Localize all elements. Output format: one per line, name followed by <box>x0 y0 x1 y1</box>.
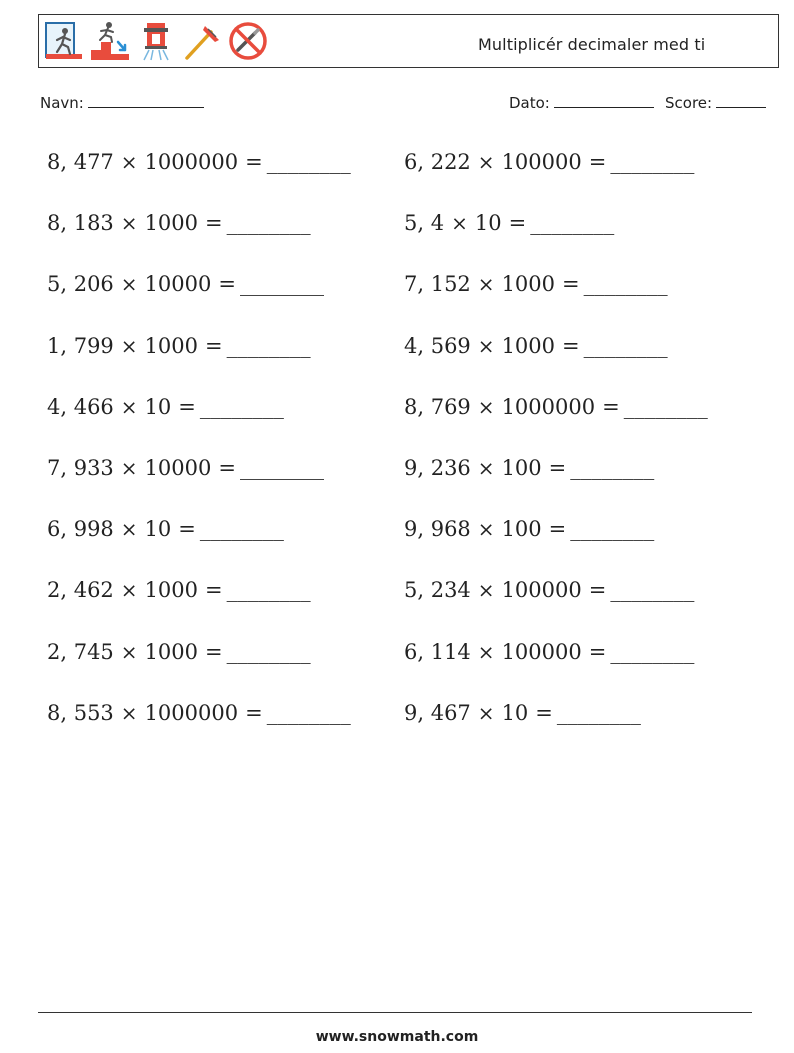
equals-symbol: = <box>535 700 553 725</box>
equals-symbol: = <box>562 272 580 297</box>
answer-blank[interactable]: ________ <box>610 639 695 664</box>
multiplicand: 8, 769 <box>404 394 471 419</box>
problem-item <box>404 701 641 725</box>
times-symbol: × <box>477 456 495 480</box>
answer-blank[interactable]: ________ <box>610 150 695 174</box>
problem-item <box>47 640 311 664</box>
times-symbol: × <box>120 394 138 419</box>
equals-symbol: = <box>205 333 223 358</box>
equals-symbol: = <box>548 517 567 542</box>
multiplier: 10 <box>501 700 529 725</box>
multiplier: 1000000 <box>501 394 596 419</box>
score-label: Score: <box>665 94 713 112</box>
multiplier: 100000 <box>501 578 582 603</box>
equals-symbol: = <box>178 517 196 542</box>
problem-item <box>47 150 351 174</box>
multiplicand: 1, 799 <box>47 333 114 358</box>
multiplicand: 8, 183 <box>47 211 114 236</box>
answer-blank[interactable]: ________ <box>570 517 655 542</box>
score-field[interactable] <box>665 94 766 112</box>
multiplicand: 7, 933 <box>47 456 114 480</box>
multiplier: 10000 <box>144 272 212 297</box>
problem-item <box>404 272 668 296</box>
fire-axe-icon <box>181 20 223 62</box>
problem-item <box>47 701 351 725</box>
multiplicand: 2, 745 <box>47 639 114 664</box>
answer-blank[interactable]: ________ <box>266 700 351 725</box>
equals-symbol: = <box>178 394 196 419</box>
problem-item <box>404 211 614 235</box>
answer-blank[interactable]: ________ <box>583 333 668 358</box>
equals-symbol: = <box>508 211 527 236</box>
times-symbol: × <box>451 211 468 236</box>
multiplier: 100 <box>501 456 542 480</box>
date-field[interactable] <box>509 94 654 112</box>
multiplier: 10 <box>144 394 172 419</box>
equals-symbol: = <box>588 578 607 603</box>
times-symbol: × <box>120 333 138 358</box>
fire-hydrant-icon <box>135 20 177 62</box>
times-symbol: × <box>477 578 495 603</box>
problem-item <box>47 517 284 541</box>
problem-item <box>404 578 694 602</box>
problem-item <box>47 272 324 296</box>
times-symbol: × <box>477 394 495 419</box>
footer-url: www.snowmath.com <box>315 1029 479 1045</box>
problem-item <box>47 211 311 235</box>
footer-divider <box>38 1012 752 1013</box>
answer-blank[interactable]: ________ <box>570 456 655 480</box>
answer-blank[interactable]: ________ <box>556 700 641 725</box>
equals-symbol: = <box>245 150 263 174</box>
date-line <box>554 94 654 108</box>
multiplicand: 9, 467 <box>404 700 471 725</box>
equals-symbol: = <box>562 333 580 358</box>
answer-blank[interactable]: ________ <box>239 456 324 480</box>
answer-blank[interactable]: ________ <box>266 150 351 174</box>
multiplier: 1000 <box>501 272 556 297</box>
multiplier: 10 <box>144 517 172 542</box>
equals-symbol: = <box>218 272 236 297</box>
times-symbol: × <box>120 700 138 725</box>
times-symbol: × <box>120 272 138 297</box>
problem-item <box>404 395 708 419</box>
answer-blank[interactable]: ________ <box>199 394 284 419</box>
worksheet-title: Multiplicér decimaler med ti <box>478 35 706 54</box>
emergency-exit-icon <box>43 20 85 62</box>
multiplicand: 8, 553 <box>47 700 114 725</box>
problem-item <box>404 517 654 541</box>
answer-blank[interactable]: ________ <box>610 578 695 603</box>
times-symbol: × <box>120 578 138 603</box>
times-symbol: × <box>477 639 495 664</box>
problem-item <box>47 395 284 419</box>
problem-item <box>47 456 324 480</box>
multiplier: 1000 <box>144 211 199 236</box>
name-label: Navn: <box>40 94 84 112</box>
times-symbol: × <box>120 150 138 174</box>
equals-symbol: = <box>588 639 607 664</box>
times-symbol: × <box>120 517 138 542</box>
problem-item <box>404 150 694 174</box>
times-symbol: × <box>477 150 495 174</box>
equals-symbol: = <box>602 394 620 419</box>
worksheet-header <box>38 14 779 68</box>
times-symbol: × <box>477 700 495 725</box>
multiplicand: 4, 466 <box>47 394 114 419</box>
multiplier: 1000000 <box>144 700 239 725</box>
multiplicand: 5, 206 <box>47 272 114 297</box>
answer-blank[interactable]: ________ <box>226 211 311 236</box>
name-field[interactable] <box>40 94 204 112</box>
multiplier: 1000 <box>144 639 199 664</box>
multiplier: 100000 <box>501 639 582 664</box>
multiplicand: 8, 477 <box>47 150 114 174</box>
multiplicand: 5, 4 <box>404 211 445 236</box>
multiplier: 1000000 <box>144 150 239 174</box>
problem-item <box>404 334 668 358</box>
times-symbol: × <box>477 517 495 542</box>
score-line <box>716 94 766 108</box>
multiplicand: 5, 234 <box>404 578 471 603</box>
problem-item <box>404 456 654 480</box>
equals-symbol: = <box>218 456 236 480</box>
multiplier: 10 <box>474 211 502 236</box>
multiplicand: 4, 569 <box>404 333 471 358</box>
name-line <box>88 94 204 108</box>
equals-symbol: = <box>205 211 223 236</box>
times-symbol: × <box>120 211 138 236</box>
multiplier: 1000 <box>144 578 199 603</box>
equals-symbol: = <box>245 700 263 725</box>
problem-item <box>47 334 311 358</box>
times-symbol: × <box>120 639 138 664</box>
multiplier: 10000 <box>144 456 212 480</box>
multiplicand: 2, 462 <box>47 578 114 603</box>
answer-blank[interactable]: ________ <box>226 639 311 664</box>
multiplicand: 7, 152 <box>404 272 471 297</box>
answer-blank[interactable]: ________ <box>623 394 708 419</box>
times-symbol: × <box>120 456 138 480</box>
problem-item <box>47 578 311 602</box>
multiplier: 100000 <box>501 150 582 174</box>
no-smoking-icon <box>227 20 269 62</box>
times-symbol: × <box>477 333 495 358</box>
answer-blank[interactable]: ________ <box>530 211 615 236</box>
answer-blank[interactable]: ________ <box>239 272 324 297</box>
answer-blank[interactable]: ________ <box>199 517 284 542</box>
answer-blank[interactable]: ________ <box>583 272 668 297</box>
equals-symbol: = <box>588 150 607 174</box>
multiplicand: 6, 222 <box>404 150 471 174</box>
multiplier: 100 <box>501 517 542 542</box>
multiplicand: 6, 998 <box>47 517 114 542</box>
answer-blank[interactable]: ________ <box>226 578 311 603</box>
multiplier: 1000 <box>501 333 556 358</box>
answer-blank[interactable]: ________ <box>226 333 311 358</box>
evacuation-stairs-icon <box>89 20 131 62</box>
multiplicand: 9, 968 <box>404 517 471 542</box>
equals-symbol: = <box>205 578 223 603</box>
times-symbol: × <box>477 272 495 297</box>
multiplier: 1000 <box>144 333 199 358</box>
equals-symbol: = <box>205 639 223 664</box>
multiplicand: 9, 236 <box>404 456 471 480</box>
date-label: Dato: <box>509 94 550 112</box>
header-icons <box>43 19 269 63</box>
multiplicand: 6, 114 <box>404 639 471 664</box>
equals-symbol: = <box>548 456 567 480</box>
problem-item <box>404 640 694 664</box>
